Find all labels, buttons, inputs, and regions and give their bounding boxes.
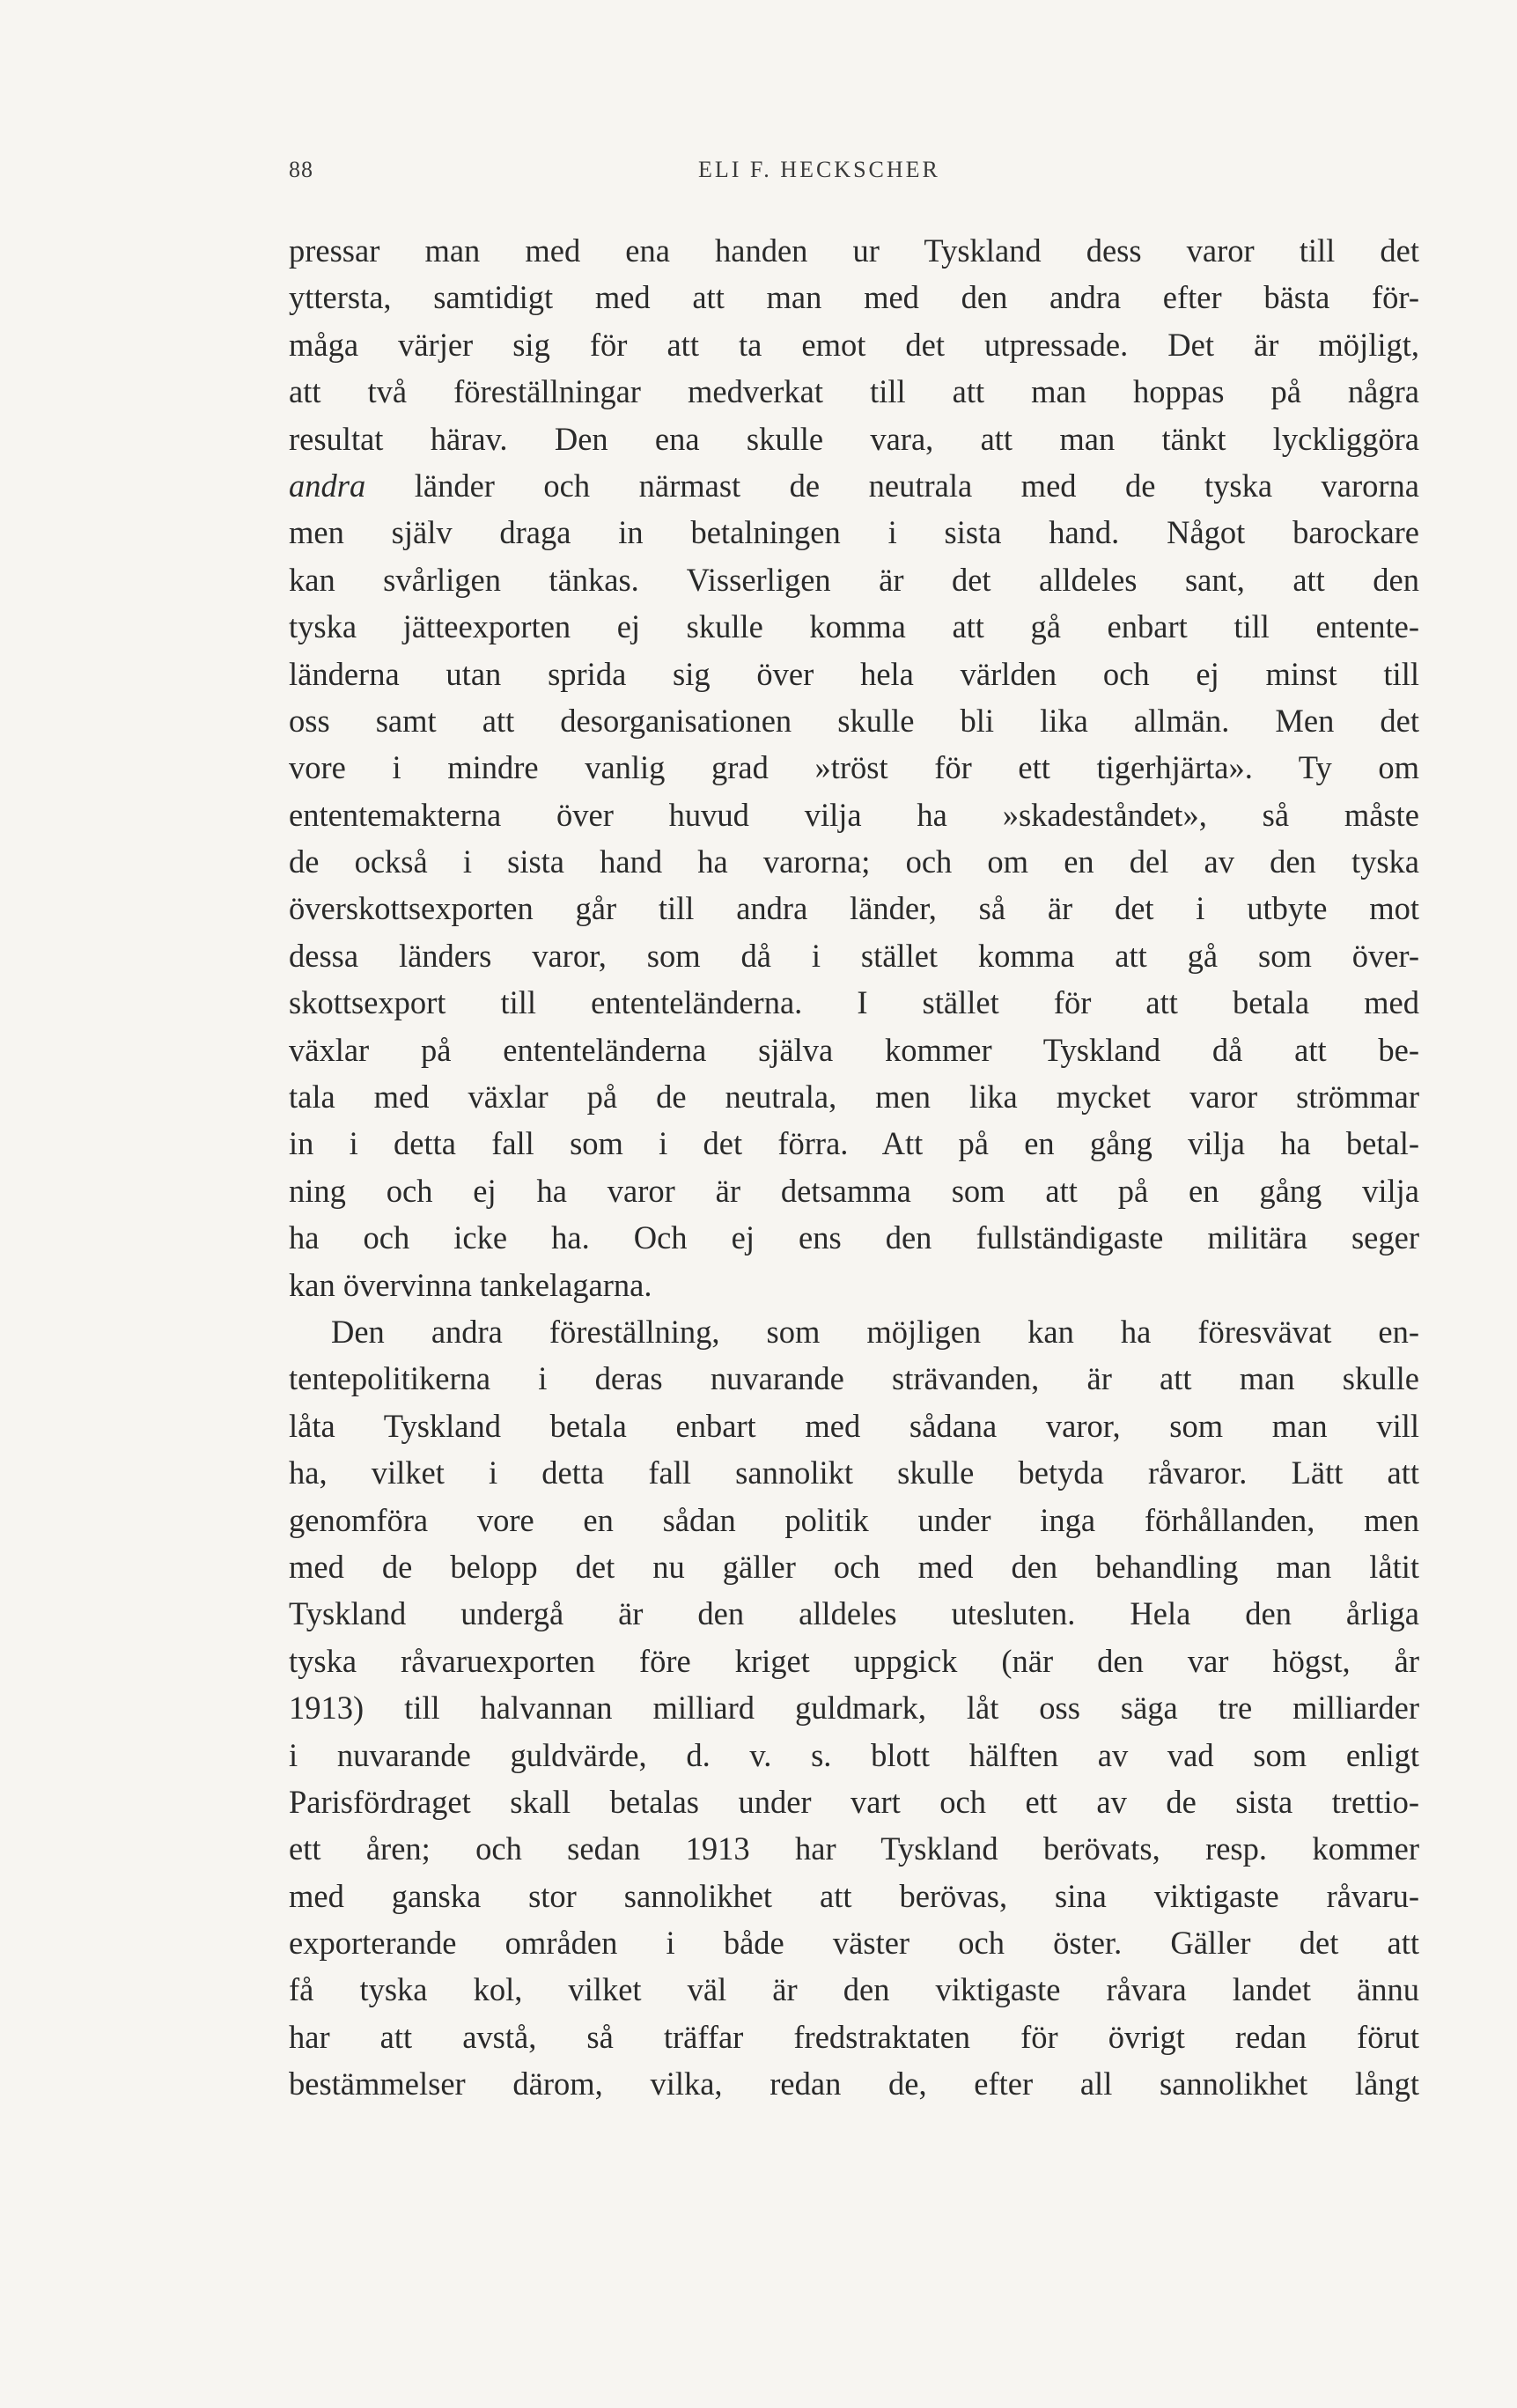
text-line: dessa länders varor, som då i stället komma att gå som över-	[289, 937, 1419, 974]
text-line: ning och ej ha varor är detsamma som att på en gång vilja	[289, 1172, 1419, 1209]
text-line: att två föreställningar medverkat till att man hoppas på några	[289, 373, 1419, 410]
text-line: växlar på ententeländerna själva kommer Tyskland då att be-	[289, 1031, 1419, 1068]
text-line: tyska råvaruexporten före kriget uppgick (när den var högst, år	[289, 1642, 1419, 1679]
text-line: tala med växlar på de neutrala, men lika mycket varor strömmar	[289, 1079, 1419, 1116]
text-line: tyska jätteexporten ej skulle komma att gå enbart till entente-	[289, 608, 1419, 645]
text-line: tentepolitikerna i deras nuvarande strävanden, är att man skulle	[289, 1360, 1419, 1397]
text-line: med ganska stor sannolikhet att berövas, sina viktigaste råvaru-	[289, 1877, 1419, 1914]
text-line: kan svårligen tänkas. Visserligen är det alldeles sant, att den	[289, 561, 1419, 598]
text-line: Den andra föreställning, som möjligen kan ha föresvävat en-	[331, 1313, 1419, 1350]
text-line: har att avstå, så träffar fredstraktaten för övrigt redan förut	[289, 2018, 1419, 2055]
text-line: överskottsexporten går till andra länder, så är det i utbyte mot	[289, 890, 1419, 927]
text-line: resultat härav. Den ena skulle vara, att man tänkt lyckliggöra	[289, 420, 1419, 457]
text-line: få tyska kol, vilket väl är den viktigaste råvara landet ännu	[289, 1971, 1419, 2008]
text-line: ha och icke ha. Och ej ens den fullständigaste militära seger	[289, 1219, 1419, 1256]
text-line: måga värjer sig för att ta emot det utpressade. Det är möjligt,	[289, 326, 1419, 363]
text-line: med de belopp det nu gäller och med den behandling man låtit	[289, 1548, 1419, 1585]
text-line: vore i mindre vanlig grad »tröst för ett tigerhjärta». Ty om	[289, 749, 1419, 786]
text-line: pressar man med ena handen ur Tyskland dess varor till det	[289, 232, 1419, 269]
text-line	[289, 462, 1419, 509]
text-line: ett åren; och sedan 1913 har Tyskland berövats, resp. kommer	[289, 1830, 1419, 1867]
text-line: ha, vilket i detta fall sannolikt skulle betyda råvaror. Lätt att	[289, 1454, 1419, 1491]
text-line: låta Tyskland betala enbart med sådana varor, som man vill	[289, 1407, 1419, 1444]
emphasized-word: andra	[289, 467, 366, 504]
text-line: de också i sista hand ha varorna; och om en del av den tyska	[289, 843, 1419, 880]
text-line: ententemakterna över huvud vilja ha »skadeståndet», så måste	[289, 796, 1419, 833]
text-line: Tyskland undergå är den alldeles utesluten. Hela den årliga	[289, 1595, 1419, 1632]
text-line: men själv draga in betalningen i sista hand. Något barockare	[289, 514, 1419, 551]
text-line: 1913) till halvannan milliard guldmark, låt oss säga tre milliarder	[289, 1690, 1419, 1727]
text-line: kan övervinna tankelagarna.	[289, 1266, 652, 1303]
page-number: 88	[289, 157, 313, 182]
text-line: länderna utan sprida sig över hela världen och ej minst till	[289, 655, 1419, 692]
text-line: Parisfördraget skall betalas under vart och ett av de sista trettio-	[289, 1783, 1419, 1820]
text-line: i nuvarande guldvärde, d. v. s. blott hälften av vad som enligt	[289, 1736, 1419, 1773]
body-text	[289, 227, 1419, 2108]
page-header	[289, 157, 1416, 192]
text-line: bestämmelser därom, vilka, redan de, efter all sannolikhet långt	[289, 2066, 1419, 2102]
text-line-rest: länder och närmast de neutrala med de tyska varorna	[365, 467, 1419, 504]
running-head: ELI F. HECKSCHER	[698, 157, 940, 182]
text-line: genomföra vore en sådan politik under inga förhållanden, men	[289, 1501, 1419, 1538]
text-line: in i detta fall som i det förra. Att på en gång vilja ha betal-	[289, 1125, 1419, 1162]
text-line: oss samt att desorganisationen skulle bli lika allmän. Men det	[289, 702, 1419, 739]
text-line: skottsexport till ententeländerna. I stället för att betala med	[289, 984, 1419, 1021]
text-line: exporterande områden i både väster och öster. Gäller det att	[289, 1925, 1419, 1962]
text-line: yttersta, samtidigt med att man med den andra efter bästa för-	[289, 279, 1419, 316]
